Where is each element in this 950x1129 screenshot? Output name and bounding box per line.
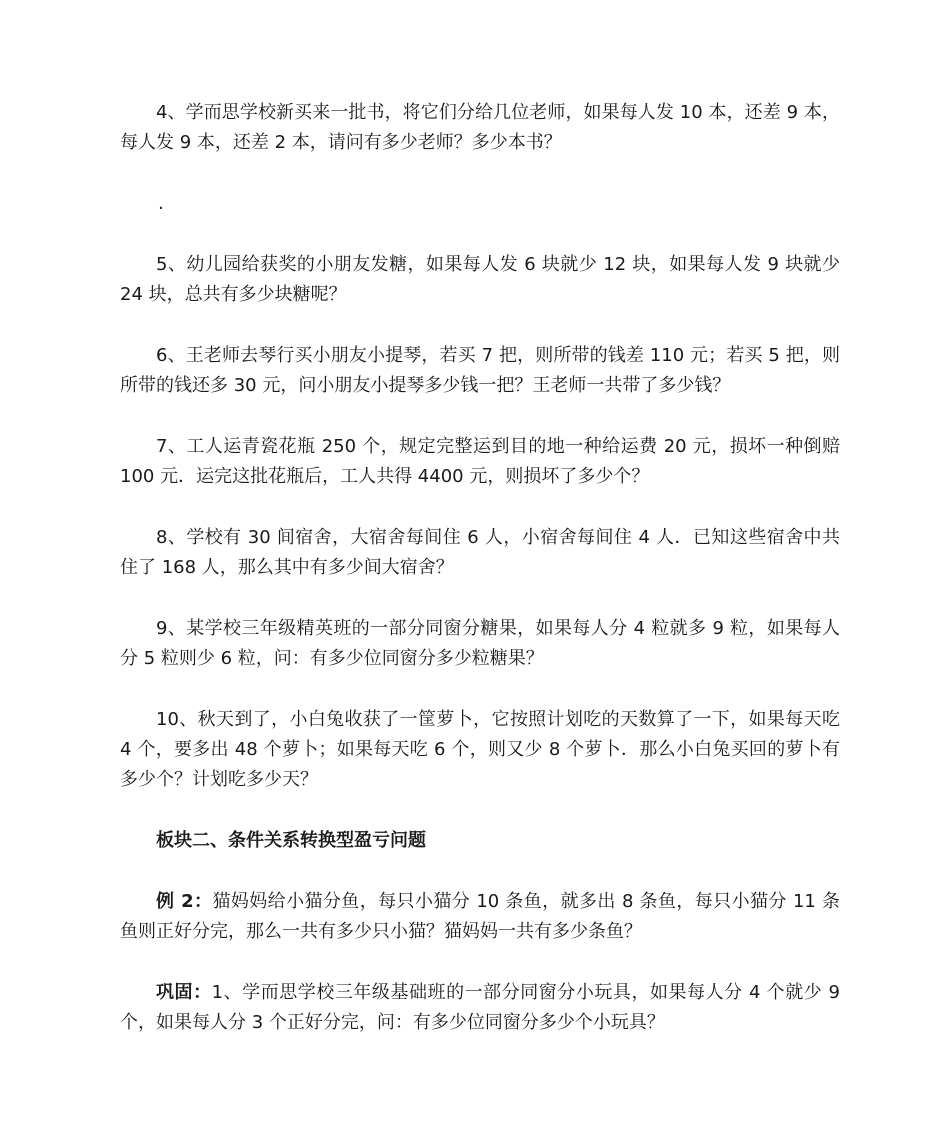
problem-10: 10、秋天到了，小白兔收获了一筐萝卜，它按照计划吃的天数算了一下，如果每天吃 4 个，要多出 48 个萝卜；如果每天吃 6 个，则又少 8 个萝卜．那么小白兔买回的萝卜有多少个？计划吃多少天？: [120, 709, 840, 790]
example-label: 例 2：: [156, 891, 213, 912]
section-heading: 板块二、条件关系转换型盈亏问题: [156, 830, 426, 851]
example-2: [120, 887, 840, 947]
problem-8: 8、学校有 30 间宿舍，大宿舍每间住 6 人，小宿舍每间住 4 人．已知这些宿舍中共住了 168 人，那么其中有多少间大宿舍？: [120, 527, 840, 578]
problem-4: 4、学而思学校新买来一批书，将它们分给几位老师，如果每人发 10 本，还差 9 本，每人发 9 本，还差 2 本，请问有多少老师？多少本书？: [120, 102, 840, 153]
stray-dot: .: [158, 193, 164, 214]
problem-6: 6、王老师去琴行买小朋友小提琴，若买 7 把，则所带的钱差 110 元；若买 5 把，则所带的钱还多 30 元，问小朋友小提琴多少钱一把？王老师一共带了多少钱？: [120, 345, 840, 396]
practice-text: 1、学而思学校三年级基础班的一部分同窗分小玩具，如果每人分 4 个就少 9 个，如果每人分 3 个正好分完，问：有多少位同窗分多少个小玩具？: [120, 982, 840, 1033]
problem-5: 5、幼儿园给获奖的小朋友发糖，如果每人发 6 块就少 12 块，如果每人发 9 块就少 24 块，总共有多少块糖呢？: [120, 254, 840, 305]
practice-label: 巩固：: [156, 982, 212, 1003]
example-text: 猫妈妈给小猫分鱼，每只小猫分 10 条鱼，就多出 8 条鱼，每只小猫分 11 条鱼则正好分完，那么一共有多少只小猫？猫妈妈一共有多少条鱼？: [120, 891, 840, 942]
problem-9: 9、某学校三年级精英班的一部分同窗分糖果，如果每人分 4 粒就多 9 粒，如果每人分 5 粒则少 6 粒，问：有多少位同窗分多少粒糖果？: [120, 618, 840, 669]
problem-7: 7、工人运青瓷花瓶 250 个，规定完整运到目的地一种给运费 20 元，损坏一种倒赔 100 元．运完这批花瓶后，工人共得 4400 元，则损坏了多少个？: [120, 436, 840, 487]
practice-1: [120, 978, 840, 1038]
